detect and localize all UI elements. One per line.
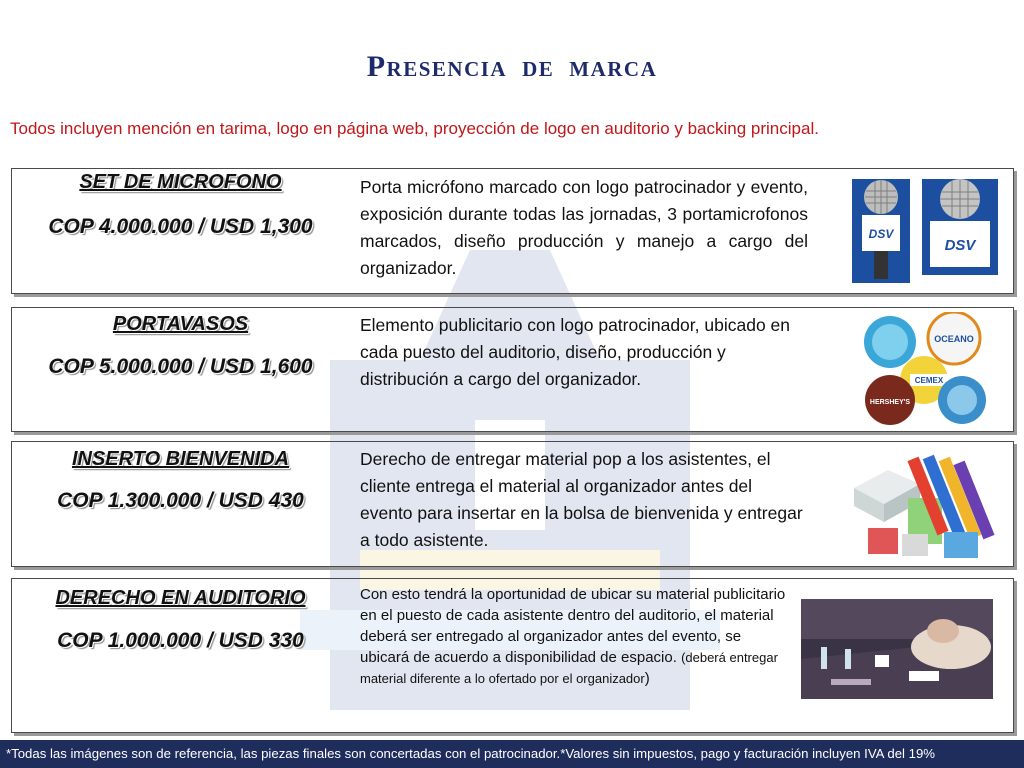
- package-title: DERECHO EN AUDITORIO: [55, 587, 306, 609]
- coaster-logo-oceano: OCEANO: [934, 334, 974, 344]
- coaster-logo-hersheys: HERSHEY'S: [869, 399, 911, 406]
- package-card-auditorio: [11, 578, 1014, 733]
- auditorium-image: [801, 599, 993, 699]
- footer-bar: [0, 740, 1024, 768]
- page-title: Presencia de marca: [366, 50, 658, 83]
- mic-logo-text: DSV: [868, 227, 894, 241]
- coasters-image: [860, 312, 990, 428]
- package-card-microfono: [11, 168, 1014, 294]
- microphone-image: [850, 175, 1000, 285]
- page-subtitle: Todos incluyen mención en tarima, logo en página web, proyección de logo en auditorio y backing principal.: [10, 119, 819, 138]
- package-description: Derecho de entregar material pop a los asistentes, el cliente entrega el material al organizador antes del evento para insertar en la bolsa de bienvenida y entregar a todo asistente.: [360, 449, 803, 550]
- package-title: PORTAVASOS: [112, 313, 249, 335]
- footer-text: *Todas las imágenes son de referencia, las piezas finales son concertadas con el patrocinador.*Valores sin impuestos, pago y facturación incluyen IVA del 19%: [6, 746, 936, 761]
- package-description-text: Con esto tendrá la oportunidad de ubicar su material publicitario en el puesto de cada asistente dentro del auditorio, el material deberá ser entregado al organizador antes del evento, se ubicará de acuerdo a disponibilidad de espacio.: [360, 586, 786, 666]
- mic-logo-text-2: DSV: [944, 237, 976, 254]
- coaster-logo-cemex: CEMEX: [914, 376, 944, 385]
- package-card-portavasos: [11, 307, 1014, 432]
- package-card-inserto: [11, 441, 1014, 567]
- package-title: SET DE MICROFONO: [79, 171, 282, 193]
- package-note: (deberá entregar material diferente a lo ofertado por el organizador: [360, 650, 778, 686]
- package-price: COP 1.300.000 / USD 430: [57, 489, 304, 512]
- package-price: COP 5.000.000 / USD 1,600: [48, 355, 313, 378]
- package-description: Porta micrófono marcado con logo patrocinador y evento, exposición durante todas las jornadas, 3 portamicrofonos marcados, diseño producción y manejo a cargo del organizador.: [360, 177, 808, 278]
- package-price: COP 4.000.000 / USD 1,300: [48, 215, 313, 238]
- package-price: COP 1.000.000 / USD 330: [57, 629, 304, 652]
- package-description: Elemento publicitario con logo patrocinador, ubicado en cada puesto del auditorio, diseño, producción y distribución a cargo del organizador.: [360, 315, 791, 389]
- package-title: INSERTO BIENVENIDA: [71, 448, 290, 470]
- promo-material-image: [848, 448, 998, 562]
- package-description: [360, 584, 792, 689]
- package-note-close: ): [644, 670, 650, 687]
